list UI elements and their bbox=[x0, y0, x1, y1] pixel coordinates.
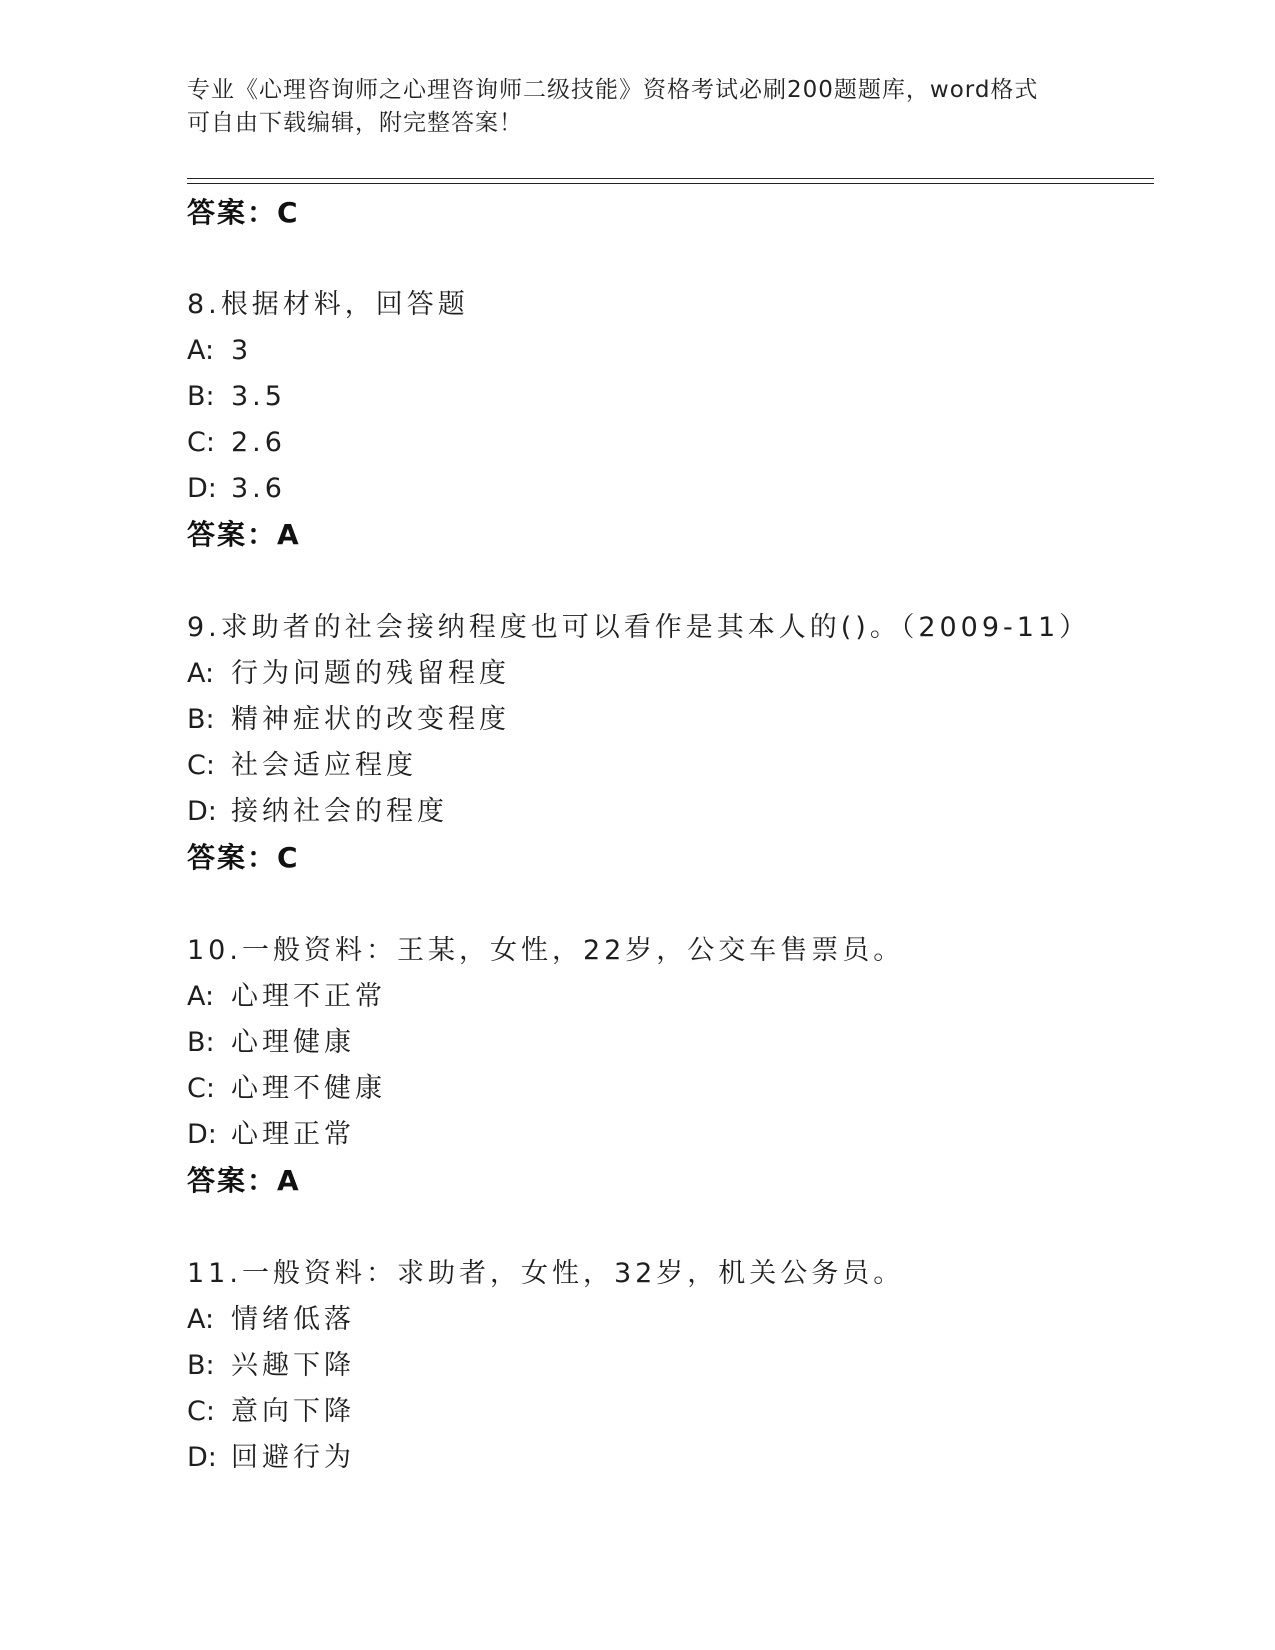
option-d bbox=[187, 466, 1147, 512]
option-text: 兴趣下降 bbox=[231, 1350, 355, 1381]
option-d bbox=[187, 1435, 1147, 1481]
option-key: A: bbox=[187, 658, 215, 689]
option-text: 3 bbox=[231, 335, 253, 366]
option-key: B: bbox=[187, 381, 215, 412]
question-title: 10.一般资料：王某，女性，22岁，公交车售票员。 bbox=[187, 935, 905, 966]
option-text: 回避行为 bbox=[231, 1442, 355, 1473]
question-title: 9.求助者的社会接纳程度也可以看作是其本人的()。（2009-11） bbox=[187, 612, 1091, 643]
option-key: C: bbox=[187, 750, 215, 781]
option-key: B: bbox=[187, 1350, 215, 1381]
option-c bbox=[187, 1389, 1147, 1435]
option-b bbox=[187, 1343, 1147, 1389]
option-b bbox=[187, 1020, 1147, 1066]
question-list bbox=[187, 282, 1147, 1528]
option-text: 心理不正常 bbox=[231, 981, 386, 1012]
document-header bbox=[187, 74, 1087, 140]
option-text: 行为问题的残留程度 bbox=[231, 658, 510, 689]
option-text: 心理健康 bbox=[231, 1027, 355, 1058]
answer-line: 答案：A bbox=[187, 1164, 301, 1197]
header-line-2: 可自由下载编辑，附完整答案！ bbox=[187, 110, 523, 136]
question-9 bbox=[187, 605, 1147, 881]
question-title: 8.根据材料，回答题 bbox=[187, 289, 469, 320]
option-key: B: bbox=[187, 1027, 215, 1058]
answer-line: 答案：A bbox=[187, 518, 301, 551]
option-key: A: bbox=[187, 335, 215, 366]
option-key: C: bbox=[187, 427, 215, 458]
previous-question-answer: 答案：C bbox=[187, 196, 300, 229]
option-d bbox=[187, 789, 1147, 835]
option-key: D: bbox=[187, 1442, 217, 1473]
option-key: B: bbox=[187, 704, 215, 735]
option-a bbox=[187, 328, 1147, 374]
option-text: 心理正常 bbox=[231, 1119, 355, 1150]
option-text: 意向下降 bbox=[231, 1396, 355, 1427]
header-divider-top bbox=[187, 178, 1154, 179]
question-8 bbox=[187, 282, 1147, 558]
option-b bbox=[187, 697, 1147, 743]
option-text: 接纳社会的程度 bbox=[231, 796, 448, 827]
option-key: D: bbox=[187, 473, 217, 504]
header-line-1: 专业《心理咨询师之心理咨询师二级技能》资格考试必刷200题题库，word格式 bbox=[187, 77, 1039, 103]
option-key: C: bbox=[187, 1396, 215, 1427]
question-10 bbox=[187, 928, 1147, 1204]
option-key: A: bbox=[187, 981, 215, 1012]
option-d bbox=[187, 1112, 1147, 1158]
option-text: 3.6 bbox=[231, 473, 286, 504]
option-c bbox=[187, 420, 1147, 466]
option-a bbox=[187, 1297, 1147, 1343]
option-key: C: bbox=[187, 1073, 215, 1104]
option-text: 社会适应程度 bbox=[231, 750, 417, 781]
header-divider-bottom bbox=[187, 183, 1154, 184]
option-text: 2.6 bbox=[231, 427, 286, 458]
option-text: 心理不健康 bbox=[231, 1073, 386, 1104]
option-text: 精神症状的改变程度 bbox=[231, 704, 510, 735]
option-text: 3.5 bbox=[231, 381, 286, 412]
option-b bbox=[187, 374, 1147, 420]
option-a bbox=[187, 651, 1147, 697]
option-key: A: bbox=[187, 1304, 215, 1335]
option-c bbox=[187, 743, 1147, 789]
option-key: D: bbox=[187, 796, 217, 827]
question-11 bbox=[187, 1251, 1147, 1481]
answer-line: 答案：C bbox=[187, 841, 300, 874]
option-key: D: bbox=[187, 1119, 217, 1150]
option-text: 情绪低落 bbox=[231, 1304, 355, 1335]
option-c bbox=[187, 1066, 1147, 1112]
option-a bbox=[187, 974, 1147, 1020]
question-title: 11.一般资料：求助者，女性，32岁，机关公务员。 bbox=[187, 1258, 905, 1289]
